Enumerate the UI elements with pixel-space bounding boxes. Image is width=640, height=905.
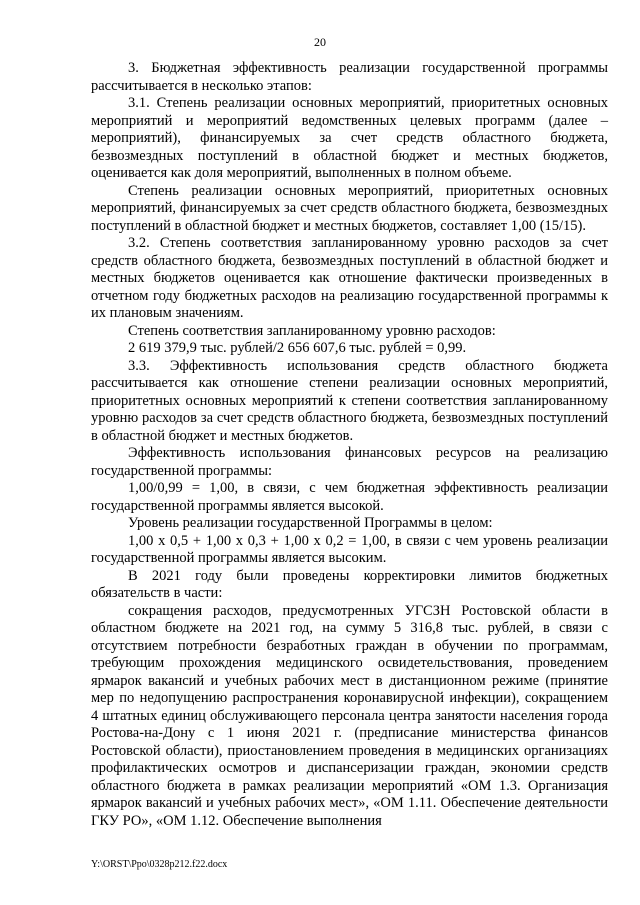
- paragraph-2021-adjustments: В 2021 году были проведены корректировки лимитов бюджетных обязательств в части:: [91, 567, 608, 601]
- paragraph-program-level-heading: Уровень реализации государственной Программы в целом:: [128, 515, 493, 531]
- paragraph-3-2: 3.2. Степень соответствия запланированному уровню расходов за счет средств областного бюджета, безвозмездных поступлений в областной бюджет и местных бюджетов оценивается как отношение фактически произведенных в отчетном году бюджетных расходов на реализацию государственной программы к их плановым значениям.: [91, 235, 608, 321]
- paragraph-3-1: 3.1. Степень реализации основных мероприятий, приоритетных основных мероприятий и мероприятий ведомственных целевых программ (далее – мероприятий), финансируемых за счет средств областного бюджета, безвозмездных поступлений в областной бюджет и местных бюджетов, оценивается как доля мероприятий, выполненных в полном объеме.: [91, 95, 608, 181]
- paragraph-financial-efficiency-heading: Эффективность использования финансовых ресурсов на реализацию государственной программы:: [91, 445, 608, 479]
- paragraph-program-level-formula: 1,00 х 0,5 + 1,00 х 0,3 + 1,00 х 0,2 = 1,00, в связи с чем уровень реализации государственной программы является высоким.: [91, 532, 608, 566]
- paragraph-budget-efficiency-intro: 3. Бюджетная эффективность реализации государственной программы рассчитывается в несколько этапов:: [91, 60, 608, 94]
- paragraph-expense-reduction: сокращения расходов, предусмотренных УГСЗН Ростовской области в областном бюджете на 2021 год, на сумму 5 316,8 тыс. рублей, в связи с отсутствием потребности безработных граждан в обучении по программам, требующим прохождения медицинского освидетельствования, проведением ярмарок вакансий и учебных рабочих мест в дистанционном режиме (принятие мер по недопущению распространения коронавирусной инфекции), сокращением 4 штатных единиц обслуживающего персонала центра занятости населения города Ростова-на-Дону с 1 июня 2021 г. (предписание министерства финансов Ростовской области), приостановлением проведения в медицинских организациях профилактических осмотров и диспансеризации граждан, экономии средств областного бюджета в рамках реализации мероприятий «ОМ 1.3. Организация ярмарок вакансий и учебных рабочих мест», «ОМ 1.11. Обеспечение деятельности ГКУ РО», «ОМ 1.12. Обеспечение выполнения: [91, 602, 608, 829]
- paragraph-spending-formula: 2 619 379,9 тыс. рублей/2 656 607,6 тыс. рублей = 0,99.: [128, 340, 467, 356]
- paragraph-spending-level-heading: Степень соответствия запланированному уровню расходов:: [128, 322, 496, 339]
- paragraph-3-3: 3.3. Эффективность использования средств областного бюджета рассчитывается как отношение степени реализации основных мероприятий, приоритетных основных мероприятий к степени соответствия запланированному уровню расходов за счет средств областного бюджета, безвозмездных поступлений в областной бюджет и местных бюджетов.: [91, 357, 608, 444]
- page-number: 20: [314, 35, 326, 49]
- paragraph-degree-of-implementation: Степень реализации основных мероприятий, приоритетных основных мероприятий, финансируемых за счет средств областного бюджета, безвозмездных поступлений в областной бюджет и местных бюджетов, составляет 1,00 (15/15).: [91, 182, 608, 234]
- body-text: [91, 60, 608, 830]
- footer-file-path: Y:\ORST\Ppo\0328p212.f22.docx: [91, 859, 228, 870]
- paragraph-efficiency-formula: 1,00/0,99 = 1,00, в связи, с чем бюджетная эффективность реализации государственной программы является высокой.: [91, 480, 608, 514]
